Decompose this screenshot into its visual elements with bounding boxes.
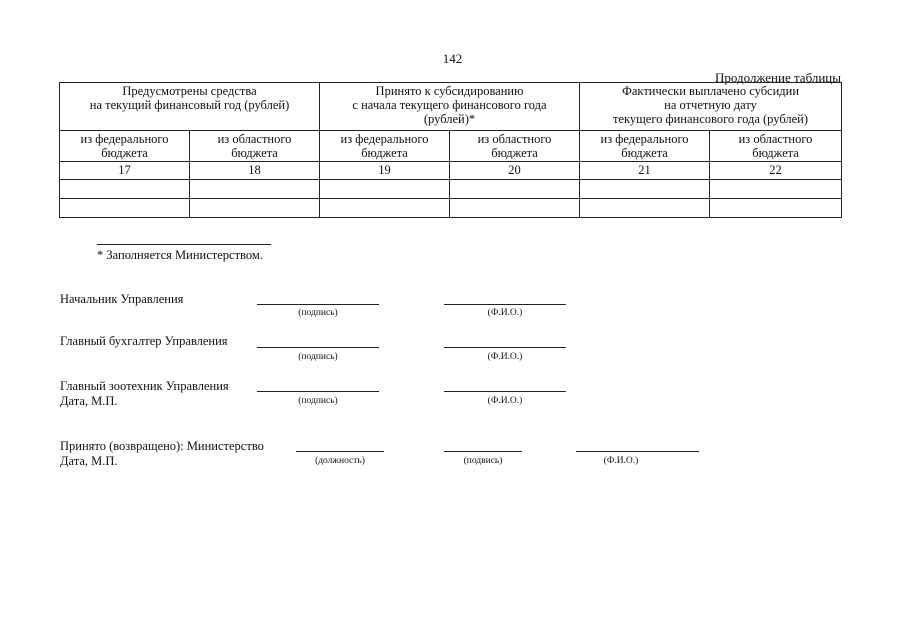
position-caption: (должность) (315, 456, 365, 466)
empty-cell (710, 199, 842, 218)
subcol-line: из областного (477, 132, 552, 146)
col-number: 22 (710, 162, 842, 180)
signature-line (257, 304, 379, 305)
header-line: на отчетную дату (664, 98, 757, 112)
subcol-line: из областного (217, 132, 292, 146)
zootech-label: Главный зоотехник Управления (60, 379, 229, 393)
name-line (444, 391, 566, 392)
empty-cell (60, 180, 190, 199)
header-line: с начала текущего финансового года (352, 98, 547, 112)
empty-cell (450, 199, 580, 218)
head-label: Начальник Управления (60, 292, 184, 306)
subcol-line: бюджета (752, 146, 799, 160)
signature-caption: (подпись) (298, 308, 338, 318)
signature-line (444, 451, 522, 452)
continuation-label: Продолжение таблицы (715, 70, 841, 85)
subcol-header (320, 131, 450, 162)
empty-cell (190, 199, 320, 218)
name-caption: (Ф.И.О.) (603, 456, 639, 466)
subcolumn-header-row (60, 131, 842, 162)
group-header-row (60, 83, 842, 131)
empty-cell (320, 199, 450, 218)
footnote: * Заполняется Министерством. (97, 248, 263, 262)
subcol-header (190, 131, 320, 162)
date-stamp-label: Дата, М.П. (60, 394, 118, 408)
col-number: 20 (450, 162, 580, 180)
col-number: 19 (320, 162, 450, 180)
position-line (296, 451, 384, 452)
table-row (60, 199, 842, 218)
empty-cell (710, 180, 842, 199)
name-caption: (Ф.И.О.) (487, 352, 523, 362)
footnote-divider (97, 244, 271, 245)
subsidy-table (59, 82, 842, 218)
subcol-line: бюджета (621, 146, 668, 160)
header-line: Фактически выплачено субсидии (621, 84, 800, 98)
subcol-line: бюджета (101, 146, 148, 160)
accountant-label: Главный бухгалтер Управления (60, 334, 228, 348)
name-line (444, 304, 566, 305)
name-line (444, 347, 566, 348)
subcol-line: бюджета (361, 146, 408, 160)
name-line (576, 451, 699, 452)
group-header-paid (580, 83, 842, 131)
name-caption: (Ф.И.О.) (487, 308, 523, 318)
ministry-label: Принято (возвращено): Министерство (60, 439, 264, 453)
header-line: Предусмотрены средства (122, 84, 257, 98)
subcol-header (450, 131, 580, 162)
empty-cell (450, 180, 580, 199)
subcol-line: из федерального (340, 132, 429, 146)
page-number: 142 (442, 51, 463, 66)
header-line: (рублей)* (423, 112, 476, 126)
subcol-line: бюджета (491, 146, 538, 160)
table-row (60, 180, 842, 199)
empty-cell (580, 180, 710, 199)
subcol-line: из областного (738, 132, 813, 146)
column-number-row (60, 162, 842, 180)
subcol-line: бюджета (231, 146, 278, 160)
subcol-header (60, 131, 190, 162)
col-number: 21 (580, 162, 710, 180)
empty-cell (320, 180, 450, 199)
signature-caption: (подпись) (298, 396, 338, 406)
empty-cell (580, 199, 710, 218)
group-header-accepted (320, 83, 580, 131)
signature-caption: (подпись) (298, 352, 338, 362)
subcol-line: из федерального (80, 132, 169, 146)
col-number: 18 (190, 162, 320, 180)
empty-cell (190, 180, 320, 199)
group-header-planned (60, 83, 320, 131)
col-number: 17 (60, 162, 190, 180)
subcol-header (710, 131, 842, 162)
header-line: текущего финансового года (рублей) (612, 112, 809, 126)
empty-cell (60, 199, 190, 218)
date-stamp-label: Дата, М.П. (60, 454, 118, 468)
signature-line (257, 391, 379, 392)
header-line: Принято к субсидированию (375, 84, 524, 98)
signature-line (257, 347, 379, 348)
header-line: на текущий финансовый год (рублей) (89, 98, 290, 112)
subcol-header (580, 131, 710, 162)
name-caption: (Ф.И.О.) (487, 396, 523, 406)
subcol-line: из федерального (600, 132, 689, 146)
signature-caption: (подвись) (463, 456, 503, 466)
